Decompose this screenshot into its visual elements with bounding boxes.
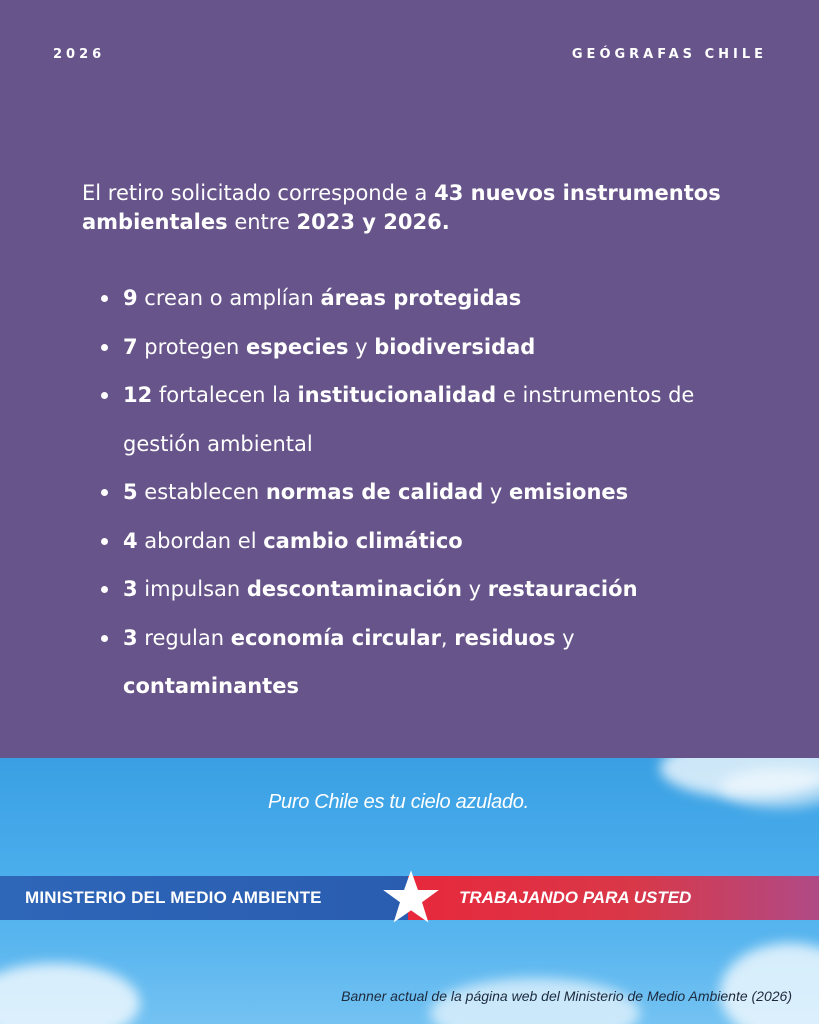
item-text: e instrumentos de gestión ambiental <box>123 383 695 456</box>
item-highlight: descontaminación <box>246 577 462 601</box>
item-count: 9 <box>123 286 138 310</box>
item-count: 5 <box>123 480 138 504</box>
item-text: y <box>483 480 510 504</box>
item-highlight: economía circular <box>230 625 441 650</box>
ministry-label: MINISTERIO DEL MEDIO AMBIENTE <box>25 888 322 907</box>
cloud-shape <box>720 943 819 1024</box>
item-count: 7 <box>123 334 138 359</box>
item-highlight: normas de calidad <box>265 480 484 504</box>
item-text: protegen <box>137 334 247 359</box>
banner-slogan: Puro Chile es tu cielo azulado. <box>268 791 529 813</box>
item-highlight: cambio climático <box>263 528 463 553</box>
list-item <box>100 517 750 566</box>
banner-caption: Banner actual de la página web del Ministerio de Medio Ambiente (2026) <box>341 988 792 1004</box>
item-highlight: restauración <box>487 577 638 601</box>
item-text: y <box>461 577 488 601</box>
list-item <box>100 614 750 711</box>
intro-years: 2023 y 2026. <box>296 210 450 234</box>
year-label: 2026 <box>53 47 106 62</box>
list-item <box>100 323 750 372</box>
tagline-label: TRABAJANDO PARA USTED <box>459 888 692 907</box>
item-text: impulsan <box>137 577 247 601</box>
ministry-banner <box>0 758 819 1024</box>
list-item <box>100 371 750 468</box>
cloud-shape <box>720 768 819 808</box>
item-highlight: áreas protegidas <box>320 286 522 310</box>
item-highlight: emisiones <box>509 480 629 504</box>
item-text: abordan el <box>137 528 264 553</box>
list-item <box>100 274 750 323</box>
item-highlight: biodiversidad <box>374 334 536 359</box>
item-text: y <box>348 334 375 359</box>
item-text: , <box>440 625 455 650</box>
intro-paragraph <box>82 179 762 237</box>
item-text: crean o amplían <box>137 286 321 310</box>
item-text: regulan <box>137 625 231 650</box>
brand-label: GEÓGRAFAS CHILE <box>571 47 767 62</box>
item-highlight: especies <box>246 334 349 359</box>
item-count: 3 <box>123 577 138 601</box>
list-item <box>100 468 750 517</box>
item-count: 4 <box>123 528 138 553</box>
item-highlight: institucionalidad <box>297 383 497 407</box>
cloud-shape <box>0 963 140 1024</box>
item-text: fortalecen la <box>152 383 298 407</box>
item-text: y <box>555 625 575 650</box>
intro-text: entre <box>227 210 297 234</box>
star-icon <box>382 868 440 926</box>
intro-highlight: 43 nuevos instrumentos ambientales <box>82 181 721 234</box>
instrument-list <box>100 274 750 711</box>
item-text: establecen <box>137 480 266 504</box>
item-count: 12 <box>123 383 153 407</box>
list-item <box>100 565 750 614</box>
item-highlight: residuos <box>454 625 556 650</box>
item-count: 3 <box>123 625 138 650</box>
item-highlight: contaminantes <box>123 674 299 698</box>
intro-text: El retiro solicitado corresponde a <box>82 181 435 205</box>
